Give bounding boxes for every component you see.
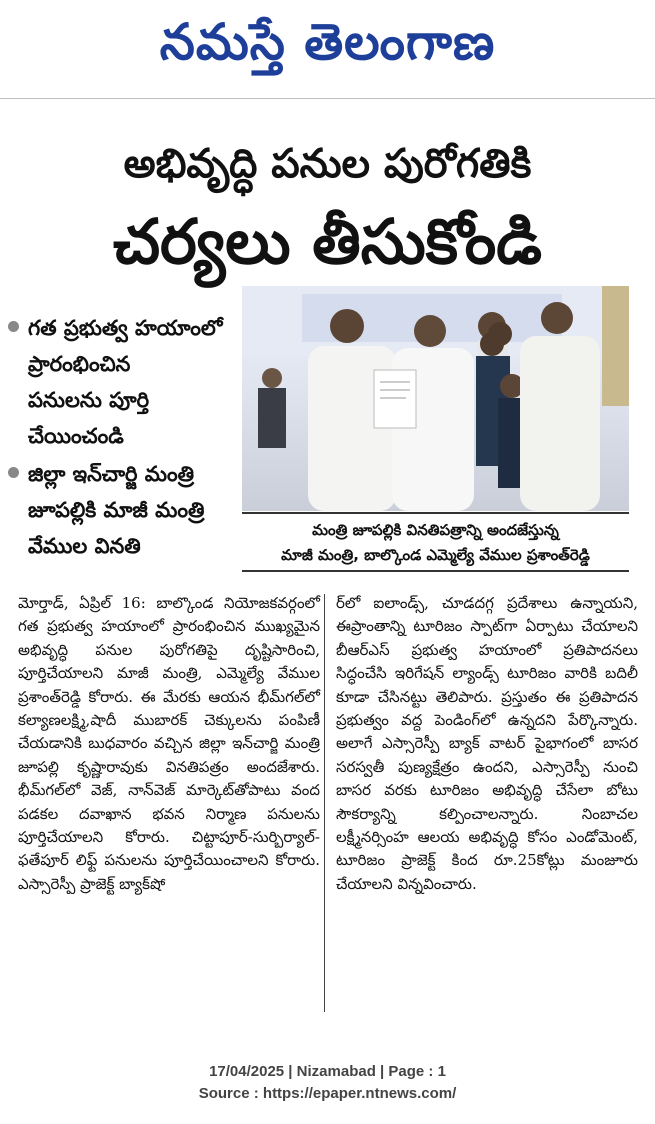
headline-line-1: అభివృద్ధి పనుల పురోగతికి [123, 141, 532, 187]
highlight-line: జిల్లా ఇన్‌చార్జి మంత్రి [28, 462, 195, 486]
highlights [6, 310, 244, 566]
article-column-1: మోర్తాడ్, ఏప్రిల్ 16: బాల్కొండ నియోజకవర్గంలో గత ప్రభుత్వ హయాంలో ప్రారంభించిన ముఖ్యమైన అభివృద్ధి పనుల పురోగతిపై దృష్టిసారించి, పూర్తిచేయాలని మాజీ మంత్రి, ఎమ్మెల్యే వేముల ప్రశాంత్‌రెడ్డి కోరారు. ఈ మేరకు ఆయన భీమ్‌గల్‌లో కల్యాణలక్ష్మి,షాదీ ముబారక్ చెక్కులను పంపిణీ చేయడానికి బుధవారం వచ్చిన జిల్లా ఇన్‌చార్జి మంత్రి జూపల్లి కృష్ణారావుకు వినతిపత్రం అందజేశారు. భీమ్‌గల్‌లో వెజ్, నాన్‌వెజ్ మార్కెట్‌తోపాటు వంద పడకల దవాఖాన భవన నిర్మాణ పనులను పూర్తిచేయాలని కోరారు. చిట్టాపూర్-సుర్బిర్యాల్-ఫతేపూర్ లిఫ్ట్ పనులను పూర్తిచేయించాలని కోరారు. ఎస్సారెస్పీ ప్రాజెక్ట్ బ్యాక్‌షో [18, 594, 320, 893]
masthead [0, 0, 655, 99]
newspaper-logo: నమస్తే తెలంగాణ [159, 13, 496, 71]
footer-date-line: 17/04/2025 | Nizamabad | Page : 1 [209, 1063, 446, 1080]
highlight-line: గత ప్రభుత్వ హయాంలో [28, 316, 223, 340]
bullet-icon [8, 321, 19, 332]
column-divider [324, 594, 325, 1012]
highlight-line: చేయించండి [28, 424, 124, 448]
footer-source-line: Source : https://epaper.ntnews.com/ [198, 1085, 457, 1102]
photo-illustration [242, 286, 629, 511]
article-column-2: ర్‌లో ఐలాండ్స్, చూడదగ్గ ప్రదేశాలు ఉన్నాయని, ఈప్రాంతాన్ని టూరిజం స్పాట్‌గా ఏర్పాటు చేయాలని బీఆర్‌ఎస్ ప్రభుత్వ హయాంలో ప్రతిపాదనలు సిద్ధంచేసి ఇరిగేషన్ ల్యాండ్స్ టూరిజం వారికి బదిలీ కూడా చేసినట్టు తెలిపారు. ప్రస్తుతం ఈ ప్రతిపాదన ప్రభుత్వం వద్ద పెండింగ్‌లో ఉన్నదని పేర్కొన్నారు. అలాగే ఎస్సారెస్పీ బ్యాక్ వాటర్ పైభాగంలో బాసర సరస్వతీ పుణ్యక్షేత్రం ఉందని, ఎస్సారెస్పీ నుంచి బాసర వరకు టూరిజం అభివృద్ధి చేసేలా బోటు సౌకర్యాన్ని కల్పించాలన్నారు. నింబాచల లక్ష్మీనర్సింహ ఆలయ అభివృద్ధి కోసం ఎండోమెంట్, టూరిజం ప్రాజెక్ట్ కింద రూ.25కోట్లు మంజూరు చేయాలని విన్నవించారు. [336, 594, 638, 893]
highlight-line: వేముల వినతి [28, 534, 141, 558]
highlight-item [6, 456, 244, 564]
news-photo [242, 286, 629, 511]
headline-line-2: చర్యలు తీసుకోండి [112, 205, 543, 278]
caption-line-1: మంత్రి జూపల్లికి వినతిపత్రాన్ని అందజేస్తున్న [312, 521, 559, 539]
caption-line-2: మాజీ మంత్రి, బాల్కొండ ఎమ్మెల్యే వేముల ప్రశాంత్‌రెడ్డి [281, 546, 590, 564]
bullet-icon [8, 467, 19, 478]
highlight-line: జూపల్లికి మాజీ మంత్రి [28, 498, 205, 522]
highlight-item [6, 310, 244, 454]
highlight-line: ప్రారంభించిన [28, 352, 131, 376]
highlight-line: పనులను పూర్తి [28, 388, 150, 412]
photo-caption [242, 512, 629, 572]
